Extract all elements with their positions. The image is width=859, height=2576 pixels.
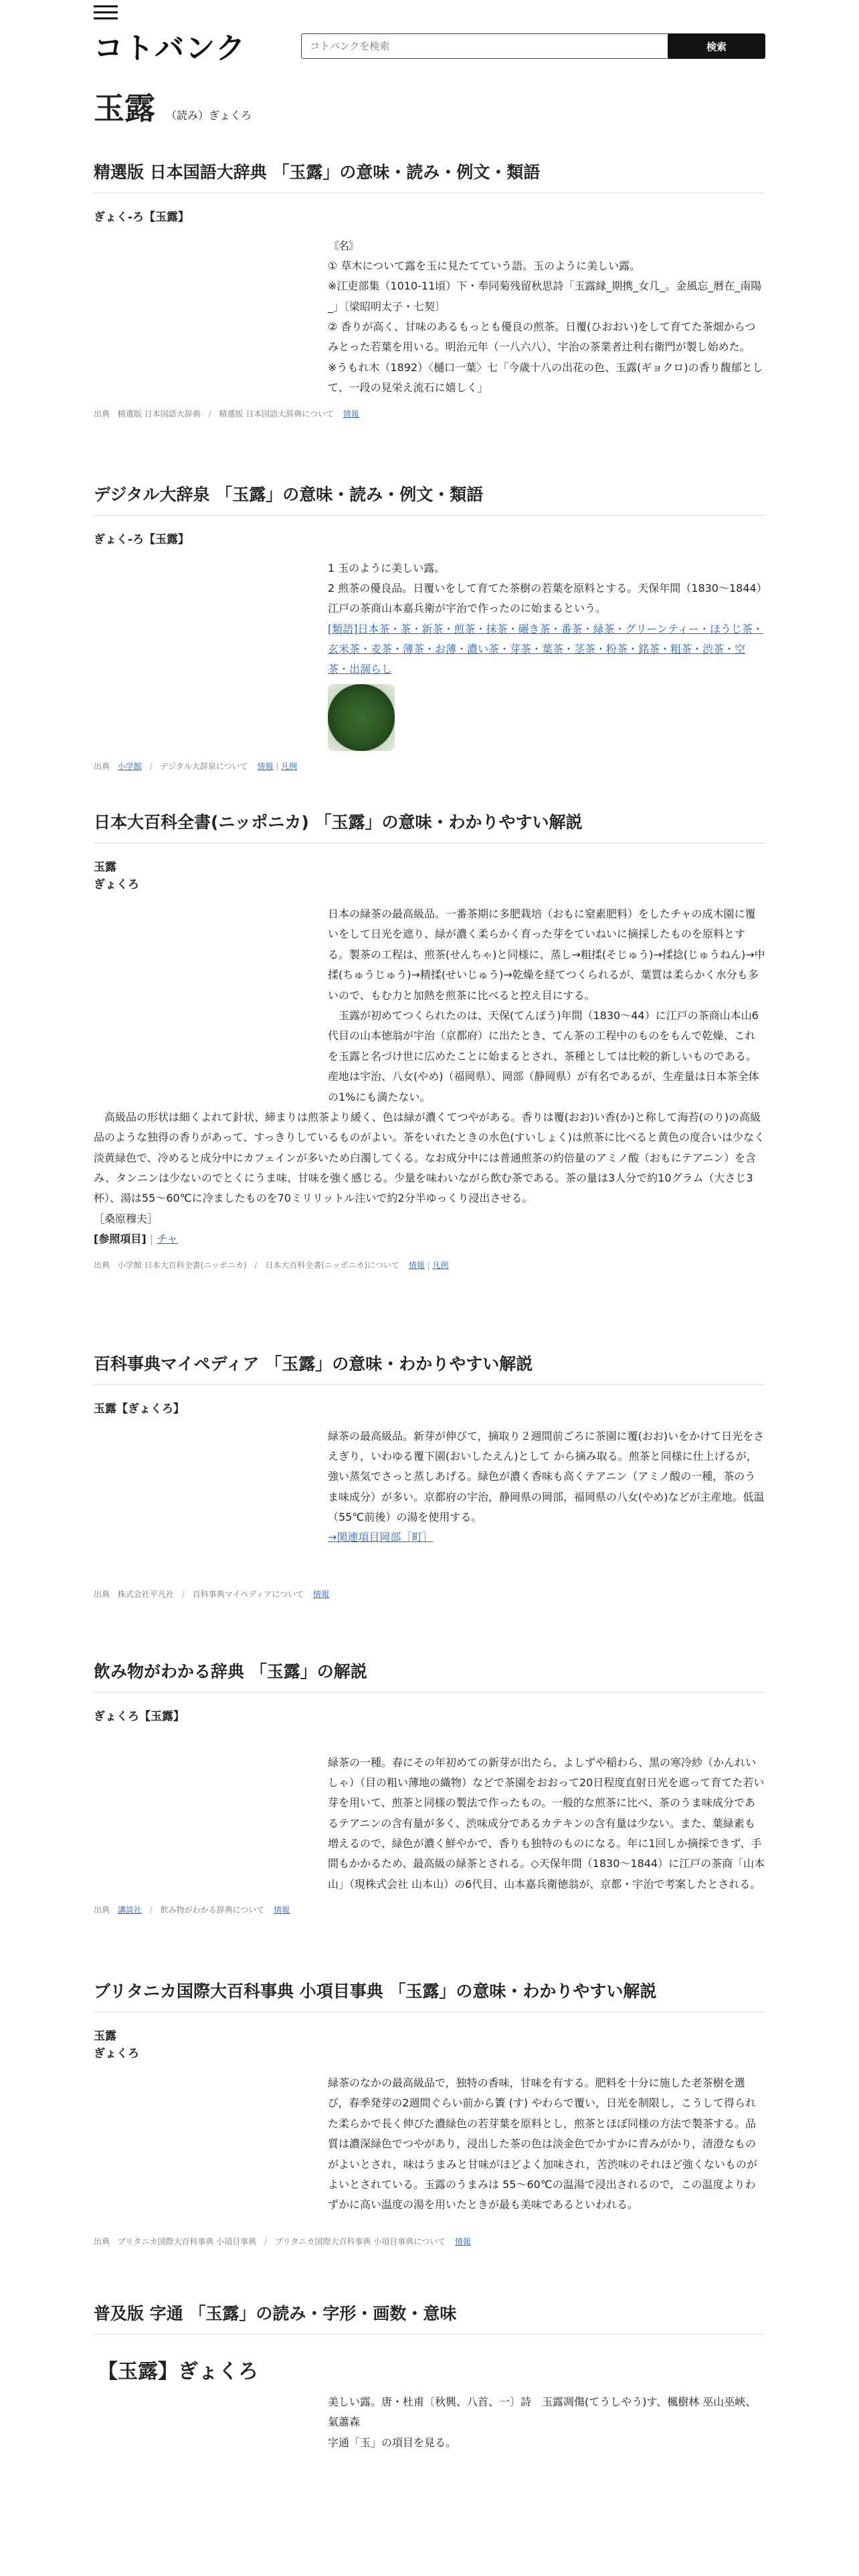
source-line: 出典 精選版 日本国語大辞典 / 精選版 日本国語大辞典について 情報 <box>94 409 359 419</box>
source-label: 出典 <box>94 2236 110 2246</box>
section-title: 普及版 字通 「玉露」の読み・字形・画数・意味 <box>94 2300 765 2335</box>
source-publisher-link[interactable]: 小学館 <box>117 761 142 771</box>
section-title: デジタル大辞泉 「玉露」の意味・読み・例文・類語 <box>94 481 765 516</box>
legend-link[interactable]: 凡例 <box>432 1260 449 1270</box>
section-jitsu <box>94 2300 765 2453</box>
gyokuro-leaf-image <box>328 684 395 751</box>
author: ［桑原穆夫］ <box>94 1212 159 1225</box>
source-line: 出典 講談社 / 飲み物がわかる辞典について 情報 <box>94 1905 290 1915</box>
source-line: 出典 株式会社平凡社 / 百科事典マイペディアについて 情報 <box>94 1589 329 1599</box>
section-title: ブリタニカ国際大百科事典 小項目事典 「玉露」の意味・わかりやすい解説 <box>94 1978 765 2012</box>
info-link[interactable]: 情報 <box>343 409 359 419</box>
body-line: ※江吏部集（1010‐11頃）下・奉同菊残留秋思詩「玉露縁_期携_女几_。金風忘_暦在_南陽_」〔梁昭明太子・七契〕 <box>328 280 762 313</box>
source-about: 百科事典マイペディアについて <box>192 1589 304 1599</box>
headword: 玉露【ぎょくろ】 <box>94 1402 185 1416</box>
headword: ぎょく‐ろ【玉露】 <box>94 211 190 224</box>
headword-kanji: 玉露 <box>94 2030 116 2043</box>
body-paragraph: 緑茶のなかの最高級品で，独特の香味，甘味を有する。肥料を十分に施した老茶樹を選び，春季発芽の2週間ぐらい前から簀 (す) やわらで覆い，日光を制限し，こうして得られた柔らかで長く伸びた濃緑色の若芽葉を原料とし，煎茶とほぼ同様の方法で製茶する。品質は濃深緑色でつやがあり，浸出した茶の色は淡金色でかすかに青みがかり，清澄なものがよいとされ，味はうまみと甘味がほどよく加味され，苦渋味のそれほど強くないものがよいとされている。玉露のうまみは 55～60℃の温湯で浸出されるので，この温度よりわずかに高い温度の湯を用いたときが最も美味であるといわれる。 <box>328 2076 757 2212</box>
source-about: ブリタニカ国際大百科事典 小項目事典について <box>274 2236 446 2246</box>
body-line: 〘名〙 <box>328 239 361 252</box>
synonym-links[interactable]: [類語]日本茶・茶・新茶・煎茶・抹茶・碾き茶・番茶・緑茶・グリーンティー・ほうじ茶・玄米茶・麦茶・薄茶・お薄・濃い茶・芽茶・葉茶・茎茶・粉茶・銘茶・粗茶・渋茶・空茶・出涸らし <box>328 622 763 676</box>
section-title: 百科事典マイペディア 「玉露」の意味・わかりやすい解説 <box>94 1351 765 1385</box>
source-label: 出典 <box>94 409 110 419</box>
source-about: 精選版 日本国語大辞典について <box>219 409 334 419</box>
source-name: 小学館 日本大百科全書(ニッポニカ) <box>117 1260 247 1270</box>
body-line: 美しい露。唐・杜甫〔秋興、八首、一〕詩 玉露凋傷(てうしやう)す、楓樹林 巫山巫峽、氣蕭森 <box>328 2395 757 2429</box>
section-mypedia <box>94 1351 765 1600</box>
menu-icon[interactable] <box>94 5 118 20</box>
section-nipponica <box>94 809 765 1271</box>
headword <box>94 859 765 893</box>
entry-body <box>328 1753 765 1895</box>
section-daijisen <box>94 481 765 772</box>
info-link[interactable]: 情報 <box>408 1260 425 1270</box>
headword-kana: ぎょくろ <box>94 877 139 891</box>
body-line: ② 香りが高く、甘味のあるもっとも優良の煎茶。日覆(ひおおい)をして育てた茶畑からつみとった若葉を用いる。明治元年（一八六八）、宇治の茶業者辻利右衛門が製し始めた。 <box>328 320 756 354</box>
site-logo[interactable]: コトバンク <box>94 31 247 66</box>
entry-body <box>328 1426 765 1548</box>
body-line: 1 玉のように美しい露。 <box>328 561 446 574</box>
source-name: ブリタニカ国際大百科事典 小項目事典 <box>117 2236 257 2246</box>
section-title: 精選版 日本国語大辞典 「玉露」の意味・読み・例文・類語 <box>94 159 765 193</box>
body-line: 2 煎茶の優良品。日覆いをして育てた茶樹の若葉を原料とする。天保年間（1830～1844）江戸の茶商山本嘉兵衛が宇治で作ったのに始まるという。 <box>328 581 762 615</box>
entry-body <box>328 2073 765 2216</box>
section-drinks <box>94 1658 765 1915</box>
section-britannica <box>94 1978 765 2247</box>
entry-body <box>328 236 765 399</box>
entry-body <box>328 558 765 751</box>
body-line: ① 草木について露を玉に見たてていう語。玉のように美しい露。 <box>328 259 641 272</box>
info-link[interactable]: 情報 <box>257 761 274 771</box>
entry-body <box>328 904 765 1107</box>
related-item-link[interactable]: →関連項目岡部［町］ <box>328 1531 434 1544</box>
reference-items: [参照項目] | チャ <box>94 1232 178 1246</box>
section-title: 日本大百科全書(ニッポニカ) 「玉露」の意味・わかりやすい解説 <box>94 809 765 843</box>
source-line: 出典 小学館 日本大百科全書(ニッポニカ) / 日本大百科全書(ニッポニカ)について 情報 | 凡例 <box>94 1260 449 1270</box>
headword-kana: ぎょくろ <box>94 2046 139 2060</box>
headword: 【玉露】ぎょくろ <box>98 2360 258 2383</box>
body-paragraph: 玉露が初めてつくられたのは、天保(てんぽう)年間（1830～44）に江戸の茶商山本山6代目の山本徳翁が宇治（京都府）に出たとき、てん茶の工程中のものをもんで乾燥、これを玉露と名づけ世に広めたことに始まるとされ、茶種としては比較的新しいものである。産地は宇治、八女(やめ)（福岡県）、岡部（静岡県）が有名であるが、生産量は日本茶全体の1%にも満たない。 <box>328 1008 759 1103</box>
source-name: 精選版 日本国語大辞典 <box>117 409 201 419</box>
info-link[interactable]: 情報 <box>312 1589 329 1599</box>
source-label: 出典 <box>94 1260 110 1270</box>
body-paragraph: 高級品の形状は細くよれて針状、締まりは煎茶より緩く、色は緑が濃くてつやがある。香りは覆(おお)い香(か)と称して海苔(のり)の高級品のような独得の香りがあって、すっきりしているものがよい。茶をいれたときの水色(すいしょく)は煎茶に比べると黄色の度合いは少なく淡黄緑色で、冷めると成分中にカフェインが多いため白濁してくる。なお成分中には普通煎茶の約倍量のアミノ酸（おもにテアニン）を含み、タンニンは少ないのでとくにうま味、甘味を強く感じる。少量を味わいながら飲む茶である。茶の量は3人分で約10グラム（大さじ3杯）、湯は55～60℃に冷ましたものを70ミリリットル注いで約2分半ゆっくり浸出させる。 <box>94 1110 765 1205</box>
section-title: 飲み物がわかる辞典 「玉露」の解説 <box>94 1658 765 1693</box>
source-label: 出典 <box>94 1589 110 1599</box>
source-label: 出典 <box>94 761 110 771</box>
source-line: 出典 小学館 / デジタル大辞泉について 情報 | 凡例 <box>94 761 298 771</box>
source-label: 出典 <box>94 1905 110 1915</box>
source-about: デジタル大辞泉について <box>160 761 248 771</box>
reference-link[interactable]: チャ <box>157 1232 178 1246</box>
page-title <box>94 84 252 128</box>
entry-body <box>328 2392 765 2453</box>
search-input[interactable] <box>301 33 702 59</box>
source-publisher-link[interactable]: 講談社 <box>117 1905 142 1915</box>
section-seisen-kokugo <box>94 159 765 419</box>
headword-kanji: 玉露 <box>94 861 116 874</box>
source-about: 日本大百科全書(ニッポニカ)について <box>265 1260 399 1270</box>
source-line: 出典 ブリタニカ国際大百科事典 小項目事典 / ブリタニカ国際大百科事典 小項目事典について 情報 <box>94 2236 471 2246</box>
body-line: 字通「玉」の項目を見る。 <box>328 2436 457 2449</box>
headword <box>94 2028 765 2062</box>
source-about: 飲み物がわかる辞典について <box>160 1905 265 1915</box>
headword: ぎょく‐ろ【玉露】 <box>94 533 190 546</box>
entry-word: 玉露 <box>94 90 155 126</box>
source-name: 株式会社平凡社 <box>117 1589 174 1599</box>
info-link[interactable]: 情報 <box>274 1905 290 1915</box>
body-line: ※うもれ木（1892）〈樋口一葉〉七「今歳十八の出花の色、玉露(ギョクロ)の香り馥郁として、一段の見栄え流石に嬉しく」 <box>328 360 763 395</box>
search-button[interactable]: 検索 <box>668 33 765 59</box>
info-link[interactable]: 情報 <box>454 2236 471 2246</box>
headword: ぎょくろ【玉露】 <box>94 1710 185 1723</box>
legend-link[interactable]: 凡例 <box>281 761 298 771</box>
reference-label: [参照項目] <box>94 1232 147 1246</box>
body-paragraph: 緑茶の一種。春にその年初めての新芽が出たら、よしずや稲わら、黒の寒冷紗（かんれいしゃ）（目の粗い薄地の織物）などで茶園をおおって20日程度直射日光を遮って育てた若い芽を用いて、煎茶と同様の製法で作ったもの。一般的な煎茶に比べ、茶のうま味成分であるテアニンの含有量が多く、渋味成分であるカテキンの含有量は少ない。また、葉緑素も増えるので、緑色が濃く鮮やかで、香りも独特のものになる。年に1回しか摘採できず、手間もかかるため、最高級の緑茶とされる。◇天保年間（1830～1844）に江戸の茶商「山本山」（現株式会社 山本山）の6代目、山本嘉兵衛徳翁が、京都・宇治で考案したとされる。 <box>328 1755 765 1891</box>
body-paragraph: 日本の緑茶の最高級品。一番茶期に多肥栽培（おもに窒素肥料）をしたチャの成木園に覆いをして日光を遮り、緑が濃く柔らかく育った芽をていねいに摘採したものを原料とする。製茶の工程は、煎茶(せんちゃ)と同様に、蒸し→粗揉(そじゅう)→揉捻(じゅうねん)→中揉(ちゅうじゅう)→精揉(せいじゅう)→乾燥を経てつくられるが、葉質は柔らかく水分も多いので、もむ力と加熱を煎茶に比べると控え目にする。 <box>328 907 765 1002</box>
body-paragraph: 緑茶の最高級品。新芽が伸びて，摘取り２週間前ごろに茶園に覆(おお)いをかけて日光をさえぎり，いわゆる覆下園(おいしたえん)として から摘み取る。煎茶と同様に仕上げるが，強い蒸気でさっと蒸しあげる。緑色が濃く香味も高くテアニン（アミノ酸の一種，茶のうま味成分）が多い。京都府の宇治，静岡県の岡部，福岡県の八女(やめ)などが主産地。低温（55℃前後）の湯を使用する。 <box>328 1429 765 1524</box>
entry-reading: （読み）ぎょくろ <box>166 109 252 122</box>
